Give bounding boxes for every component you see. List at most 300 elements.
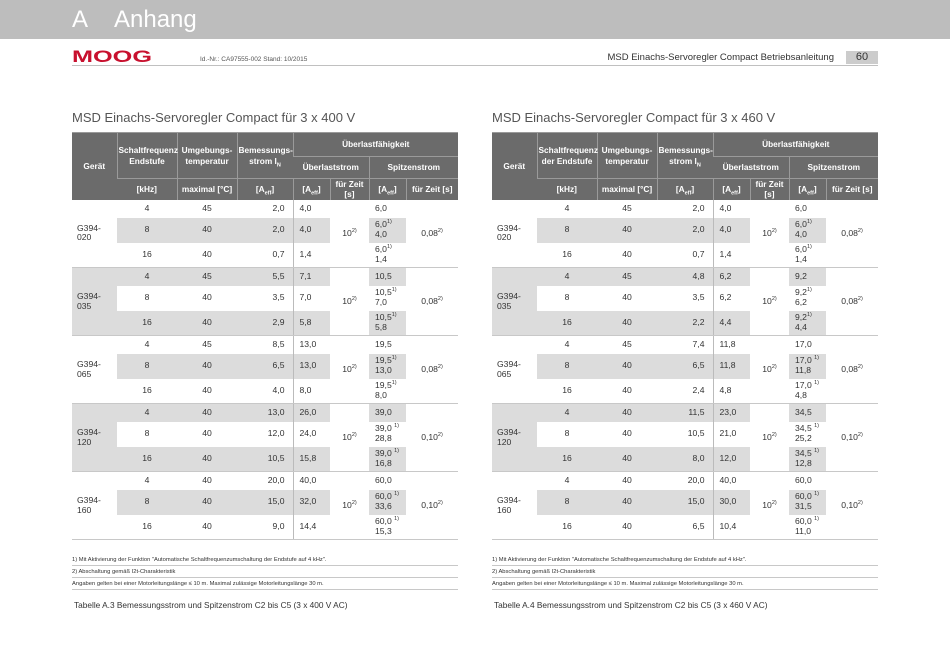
overload-current-cell: 13,0 — [293, 354, 330, 379]
overload-current-cell: 6,2 — [713, 268, 750, 286]
switching-frequency-cell: 4 — [537, 472, 597, 490]
overload-current-cell: 11,8 — [713, 336, 750, 354]
peak-current-value: 19,5 — [375, 380, 392, 391]
peak-current-footnote: 1) — [394, 516, 400, 523]
table-row — [72, 268, 458, 286]
unit-peak-current — [789, 179, 826, 200]
peak-current-reduced-value: 5,8 — [375, 321, 387, 332]
peak-current-cell — [789, 515, 826, 540]
device-cell: G394-160 — [492, 472, 537, 540]
device-cell: G394-035 — [72, 268, 117, 336]
overload-current-cell: 30,0 — [713, 490, 750, 515]
overload-time-value: 10 — [342, 295, 352, 306]
ambient-temperature-cell: 45 — [177, 268, 237, 286]
overload-current-cell: 4,0 — [713, 218, 750, 243]
peak-current-footnote: 1) — [814, 516, 820, 523]
table-row — [72, 336, 458, 354]
switching-frequency-cell: 16 — [537, 515, 597, 540]
peak-current-reduced-value: 33,6 — [375, 501, 392, 512]
header-rated-current — [237, 133, 293, 179]
chapter-title: Anhang — [114, 6, 197, 33]
table-row — [492, 422, 878, 447]
peak-current-cell — [369, 379, 406, 404]
peak-current-cell — [369, 515, 406, 540]
unit-peak-current-close: ] — [393, 184, 397, 195]
peak-current-value: 60,0 — [795, 475, 812, 486]
peak-current-value: 6,0 — [795, 219, 807, 230]
table-row — [492, 218, 878, 243]
switching-frequency-cell: 16 — [537, 243, 597, 268]
peak-time-value: 0,08 — [841, 295, 858, 306]
overload-time-cell — [330, 200, 369, 268]
overload-current-cell: 10,4 — [713, 515, 750, 540]
table-row — [72, 218, 458, 243]
unit-overload-current-close: ] — [737, 184, 741, 195]
peak-current-line — [375, 204, 404, 214]
unit-overload-current — [713, 179, 750, 200]
header-rated-current — [657, 133, 713, 179]
peak-current-footnote: 1) — [391, 312, 397, 319]
table-row — [492, 472, 878, 490]
rated-current-cell: 13,0 — [237, 404, 293, 422]
peak-current-value: 60,0 — [375, 516, 395, 527]
switching-frequency-cell: 8 — [537, 354, 597, 379]
peak-time-value: 0,08 — [841, 227, 858, 238]
chapter-header-bar — [0, 0, 950, 39]
peak-current-line — [795, 408, 824, 418]
unit-peak-current-close: ] — [813, 184, 817, 195]
peak-current-cell — [369, 354, 406, 379]
rated-current-cell: 7,4 — [657, 336, 713, 354]
peak-current-reduced-value: 4,8 — [795, 389, 807, 400]
unit-peak-current-text: [A — [378, 184, 388, 195]
switching-frequency-cell: 4 — [537, 404, 597, 422]
switching-frequency-cell: 16 — [117, 379, 177, 404]
header-overload-current: Überlaststrom — [713, 157, 789, 179]
ambient-temperature-cell: 40 — [177, 472, 237, 490]
peak-current-value: 34,5 — [795, 423, 815, 434]
table-row — [492, 268, 878, 286]
overload-time-cell — [330, 336, 369, 404]
peak-time-footnote: 2) — [437, 227, 443, 234]
table-row — [72, 311, 458, 336]
table-row — [72, 200, 458, 218]
peak-current-footnote: 1) — [386, 244, 392, 251]
header-ambient-temperature: Umgebungs-temperatur — [177, 133, 237, 179]
rated-current-cell: 6,5 — [237, 354, 293, 379]
table-row — [492, 311, 878, 336]
ambient-temperature-cell: 40 — [597, 515, 657, 540]
table-row — [492, 404, 878, 422]
overload-time-footnote: 2) — [771, 227, 777, 234]
rated-current-cell: 8,5 — [237, 336, 293, 354]
peak-time-footnote: 2) — [857, 227, 863, 234]
table-title-460v: MSD Einachs-Servoregler Compact für 3 x 460 V — [492, 110, 776, 125]
rated-current-cell: 0,7 — [237, 243, 293, 268]
overload-current-cell: 8,0 — [293, 379, 330, 404]
peak-current-cell — [789, 447, 826, 472]
peak-current-value: 9,2 — [795, 312, 807, 323]
peak-current-footnote: 1) — [391, 287, 397, 294]
header-rated-subscript: N — [696, 162, 701, 169]
unit-rated-current-subscript: eff — [684, 190, 692, 197]
rated-current-cell: 10,5 — [657, 422, 713, 447]
footnotes-400v — [72, 554, 458, 590]
table-row — [72, 447, 458, 472]
peak-time-value: 0,08 — [841, 363, 858, 374]
rated-current-cell: 12,0 — [237, 422, 293, 447]
table-row — [492, 286, 878, 311]
ambient-temperature-cell: 45 — [177, 336, 237, 354]
switching-frequency-cell: 4 — [537, 268, 597, 286]
peak-current-cell — [789, 243, 826, 268]
overload-time-cell — [330, 268, 369, 336]
switching-frequency-cell: 4 — [117, 200, 177, 218]
ambient-temperature-cell: 40 — [177, 311, 237, 336]
current-table-400v — [72, 132, 458, 540]
peak-current-footnote: 1) — [814, 491, 820, 498]
unit-peak-time: für Zeit [s] — [406, 179, 458, 200]
unit-rated-current-subscript: eff — [264, 190, 272, 197]
peak-current-reduced-value: 13,0 — [375, 365, 392, 376]
peak-current-cell — [369, 286, 406, 311]
unit-rated-current — [237, 179, 293, 200]
rated-current-cell: 15,0 — [657, 490, 713, 515]
table-row — [72, 243, 458, 268]
overload-time-cell — [750, 200, 789, 268]
rated-current-cell: 6,5 — [657, 515, 713, 540]
peak-current-line — [375, 408, 404, 418]
switching-frequency-cell: 16 — [537, 311, 597, 336]
peak-current-cell — [369, 404, 406, 422]
overload-current-cell: 7,1 — [293, 268, 330, 286]
peak-current-reduced-value: 25,2 — [795, 433, 812, 444]
overload-current-cell: 14,4 — [293, 515, 330, 540]
overload-current-cell: 6,2 — [713, 286, 750, 311]
rated-current-cell: 4,0 — [237, 379, 293, 404]
peak-current-value: 39,0 — [375, 448, 395, 459]
peak-time-cell — [826, 336, 878, 404]
peak-current-value: 6,0 — [375, 244, 387, 255]
rated-current-cell: 15,0 — [237, 490, 293, 515]
rated-current-cell: 8,0 — [657, 447, 713, 472]
table-row — [72, 422, 458, 447]
peak-time-value: 0,08 — [421, 227, 438, 238]
overload-time-cell — [750, 268, 789, 336]
peak-current-cell — [369, 490, 406, 515]
peak-current-cell — [789, 218, 826, 243]
ambient-temperature-cell: 40 — [177, 447, 237, 472]
device-cell: G394-065 — [72, 336, 117, 404]
chapter-letter: A — [72, 6, 89, 33]
unit-overload-current — [293, 179, 330, 200]
peak-current-line — [795, 340, 824, 350]
overload-current-cell: 5,8 — [293, 311, 330, 336]
peak-current-cell — [789, 200, 826, 218]
peak-time-cell — [406, 268, 458, 336]
peak-current-reduced-value: 12,8 — [795, 457, 812, 468]
header-divider — [72, 65, 878, 66]
peak-current-reduced-value: 15,3 — [375, 525, 392, 536]
peak-current-footnote: 1) — [386, 219, 392, 226]
overload-time-footnote: 2) — [351, 363, 357, 370]
peak-time-cell — [406, 404, 458, 472]
peak-current-cell — [369, 311, 406, 336]
peak-current-value: 9,2 — [795, 271, 807, 282]
peak-current-footnote: 1) — [806, 287, 812, 294]
header-peak-current: Spitzenstrom — [369, 157, 458, 179]
overload-time-value: 10 — [762, 431, 772, 442]
overload-time-value: 10 — [762, 227, 772, 238]
peak-current-cell — [369, 422, 406, 447]
peak-current-cell — [789, 311, 826, 336]
overload-time-value: 10 — [342, 363, 352, 374]
table-row — [72, 404, 458, 422]
ambient-temperature-cell: 40 — [177, 286, 237, 311]
table-title-400v: MSD Einachs-Servoregler Compact für 3 x 400 V — [72, 110, 356, 125]
header-rated-subscript: N — [276, 162, 281, 169]
peak-time-value: 0,10 — [421, 499, 438, 510]
document-title: MSD Einachs-Servoregler Compact Betriebsanleitung — [607, 52, 834, 63]
peak-time-footnote: 2) — [437, 431, 443, 438]
peak-current-value: 34,5 — [795, 448, 815, 459]
table-row — [492, 200, 878, 218]
table-row — [72, 286, 458, 311]
peak-time-cell — [826, 404, 878, 472]
unit-peak-time: für Zeit [s] — [826, 179, 878, 200]
peak-time-value: 0,10 — [421, 431, 438, 442]
unit-temperature: maximal [°C] — [177, 179, 237, 200]
peak-current-value: 6,0 — [375, 202, 387, 213]
table-row — [72, 472, 458, 490]
peak-current-line — [375, 476, 404, 486]
unit-temperature: maximal [°C] — [597, 179, 657, 200]
peak-current-reduced-value: 11,0 — [795, 525, 812, 536]
switching-frequency-cell: 8 — [537, 218, 597, 243]
peak-current-cell — [789, 472, 826, 490]
header-device: Gerät — [492, 133, 537, 200]
overload-time-cell — [750, 404, 789, 472]
overload-time-value: 10 — [762, 295, 772, 306]
switching-frequency-cell: 4 — [117, 336, 177, 354]
peak-current-reduced-value: 4,4 — [795, 321, 807, 332]
peak-current-line — [795, 476, 824, 486]
unit-rated-current-close: ] — [271, 184, 275, 195]
device-cell: G394-035 — [492, 268, 537, 336]
unit-overload-current-close: ] — [317, 184, 321, 195]
peak-current-cell — [789, 379, 826, 404]
peak-current-reduced-value: 7,0 — [375, 297, 387, 308]
moog-logo — [72, 48, 154, 64]
header-overload-current: Überlaststrom — [293, 157, 369, 179]
ambient-temperature-cell: 40 — [597, 311, 657, 336]
peak-current-cell — [369, 447, 406, 472]
peak-current-cell — [789, 268, 826, 286]
peak-current-value: 60,0 — [375, 475, 392, 486]
peak-current-value: 17,0 — [795, 355, 815, 366]
switching-frequency-cell: 8 — [117, 286, 177, 311]
overload-time-cell — [330, 404, 369, 472]
peak-current-footnote: 1) — [394, 491, 400, 498]
overload-current-cell: 12,0 — [713, 447, 750, 472]
table-row — [492, 354, 878, 379]
ambient-temperature-cell: 40 — [597, 422, 657, 447]
switching-frequency-cell: 16 — [117, 515, 177, 540]
device-cell: G394-120 — [72, 404, 117, 472]
header-switching-frequency: Schaltfrequenz Endstufe — [117, 133, 177, 179]
peak-current-value: 60,0 — [795, 491, 815, 502]
overload-current-cell: 1,4 — [293, 243, 330, 268]
ambient-temperature-cell: 40 — [177, 379, 237, 404]
peak-time-value: 0,10 — [841, 431, 858, 442]
header-peak-current: Spitzenstrom — [789, 157, 878, 179]
overload-time-footnote: 2) — [351, 499, 357, 506]
unit-peak-current — [369, 179, 406, 200]
peak-time-value: 0,10 — [841, 499, 858, 510]
peak-current-reduced-value: 28,8 — [375, 433, 392, 444]
overload-current-cell: 40,0 — [713, 472, 750, 490]
overload-time-value: 10 — [342, 227, 352, 238]
peak-current-cell — [789, 422, 826, 447]
peak-current-cell — [789, 286, 826, 311]
ambient-temperature-cell: 45 — [597, 336, 657, 354]
rated-current-cell: 20,0 — [237, 472, 293, 490]
switching-frequency-cell: 8 — [117, 354, 177, 379]
unit-rated-current-text: [A — [675, 184, 685, 195]
unit-overload-current-subscript: eff — [731, 190, 738, 197]
peak-time-footnote: 2) — [857, 295, 863, 302]
ambient-temperature-cell: 40 — [597, 379, 657, 404]
header-overload: Überlastfähigkeit — [713, 133, 878, 157]
switching-frequency-cell: 8 — [117, 422, 177, 447]
overload-time-footnote: 2) — [351, 227, 357, 234]
ambient-temperature-cell: 40 — [597, 243, 657, 268]
ambient-temperature-cell: 40 — [597, 354, 657, 379]
footnote: Angaben gelten bei einer Motorleitungslänge ≤ 10 m. Maximal zulässige Motorleitungslänge 30 m. — [72, 578, 458, 590]
device-cell: G394-020 — [492, 200, 537, 268]
footnote: 1) Mit Aktivierung der Funktion "Automatische Schaltfrequenzumschaltung der Endstufe auf 4 kHz". — [492, 554, 878, 566]
footnote: 2) Abschaltung gemäß I2t-Charakteristik — [492, 566, 878, 578]
peak-time-footnote: 2) — [437, 499, 443, 506]
peak-time-cell — [406, 472, 458, 540]
table-row — [492, 336, 878, 354]
peak-time-footnote: 2) — [857, 499, 863, 506]
page-number: 60 — [846, 51, 878, 64]
peak-current-cell — [369, 218, 406, 243]
overload-current-cell: 7,0 — [293, 286, 330, 311]
peak-current-value: 39,0 — [375, 407, 392, 418]
ambient-temperature-cell: 40 — [177, 243, 237, 268]
overload-current-cell: 26,0 — [293, 404, 330, 422]
header-row — [492, 133, 878, 157]
footnote: 2) Abschaltung gemäß I2t-Charakteristik — [72, 566, 458, 578]
table-row — [72, 354, 458, 379]
peak-current-line — [375, 272, 404, 282]
peak-current-value: 6,0 — [795, 244, 807, 255]
unit-rated-current-close: ] — [691, 184, 695, 195]
peak-current-line — [795, 272, 824, 282]
peak-current-cell — [369, 336, 406, 354]
switching-frequency-cell: 8 — [537, 422, 597, 447]
unit-peak-current-subscript: eff — [807, 190, 814, 197]
overload-time-value: 10 — [762, 363, 772, 374]
peak-current-line — [375, 340, 404, 350]
unit-overload-current-subscript: eff — [311, 190, 318, 197]
peak-current-footnote: 1) — [394, 448, 400, 455]
peak-current-cell — [789, 404, 826, 422]
peak-current-value: 6,0 — [795, 202, 807, 213]
rated-current-cell: 4,8 — [657, 268, 713, 286]
peak-current-value: 34,5 — [795, 407, 812, 418]
rated-current-cell: 2,0 — [657, 200, 713, 218]
unit-overload-time: für Zeit [s] — [330, 179, 369, 200]
unit-rated-current-text: [A — [255, 184, 265, 195]
overload-current-cell: 23,0 — [713, 404, 750, 422]
overload-current-cell: 15,8 — [293, 447, 330, 472]
device-cell: G394-120 — [492, 404, 537, 472]
ambient-temperature-cell: 40 — [597, 472, 657, 490]
overload-current-cell: 4,0 — [713, 200, 750, 218]
ambient-temperature-cell: 40 — [177, 404, 237, 422]
peak-current-value: 17,0 — [795, 339, 812, 350]
overload-time-value: 10 — [762, 499, 772, 510]
table-row — [72, 515, 458, 540]
overload-time-footnote: 2) — [771, 363, 777, 370]
rated-current-cell: 11,5 — [657, 404, 713, 422]
peak-current-value: 39,0 — [375, 423, 395, 434]
peak-current-footnote: 1) — [394, 423, 400, 430]
switching-frequency-cell: 8 — [537, 490, 597, 515]
peak-current-reduced-value: 31,5 — [795, 501, 812, 512]
peak-current-footnote: 1) — [814, 423, 820, 430]
peak-current-value: 9,2 — [795, 287, 807, 298]
ambient-temperature-cell: 40 — [177, 354, 237, 379]
header-rated-text: Bemessungs-strom I — [238, 145, 293, 166]
peak-current-reduced-value: 6,2 — [795, 297, 807, 308]
overload-time-value: 10 — [342, 431, 352, 442]
overload-time-cell — [330, 472, 369, 540]
switching-frequency-cell: 16 — [117, 447, 177, 472]
header-switching-frequency: Schaltfrequenz der Endstufe — [537, 133, 597, 179]
switching-frequency-cell: 4 — [537, 200, 597, 218]
table-row — [72, 379, 458, 404]
peak-time-footnote: 2) — [437, 363, 443, 370]
rated-current-cell: 10,5 — [237, 447, 293, 472]
ambient-temperature-cell: 40 — [597, 447, 657, 472]
peak-current-value: 10,5 — [375, 287, 392, 298]
unit-rated-current — [657, 179, 713, 200]
rated-current-cell: 2,4 — [657, 379, 713, 404]
ambient-temperature-cell: 40 — [177, 218, 237, 243]
unit-khz: [kHz] — [117, 179, 177, 200]
overload-time-footnote: 2) — [771, 431, 777, 438]
rated-current-cell: 9,0 — [237, 515, 293, 540]
device-cell: G394-160 — [72, 472, 117, 540]
peak-current-footnote: 1) — [814, 380, 820, 387]
peak-current-footnote: 1) — [814, 448, 820, 455]
rated-current-cell: 6,5 — [657, 354, 713, 379]
ambient-temperature-cell: 40 — [597, 490, 657, 515]
peak-current-value: 10,5 — [375, 271, 392, 282]
footnotes-460v — [492, 554, 878, 590]
peak-time-value: 0,08 — [421, 363, 438, 374]
rated-current-cell: 3,5 — [237, 286, 293, 311]
peak-current-footnote: 1) — [806, 312, 812, 319]
footnote: 1) Mit Aktivierung der Funktion "Automatische Schaltfrequenzumschaltung der Endstufe auf 4 kHz". — [72, 554, 458, 566]
switching-frequency-cell: 8 — [537, 286, 597, 311]
ambient-temperature-cell: 45 — [597, 268, 657, 286]
unit-khz: [kHz] — [537, 179, 597, 200]
